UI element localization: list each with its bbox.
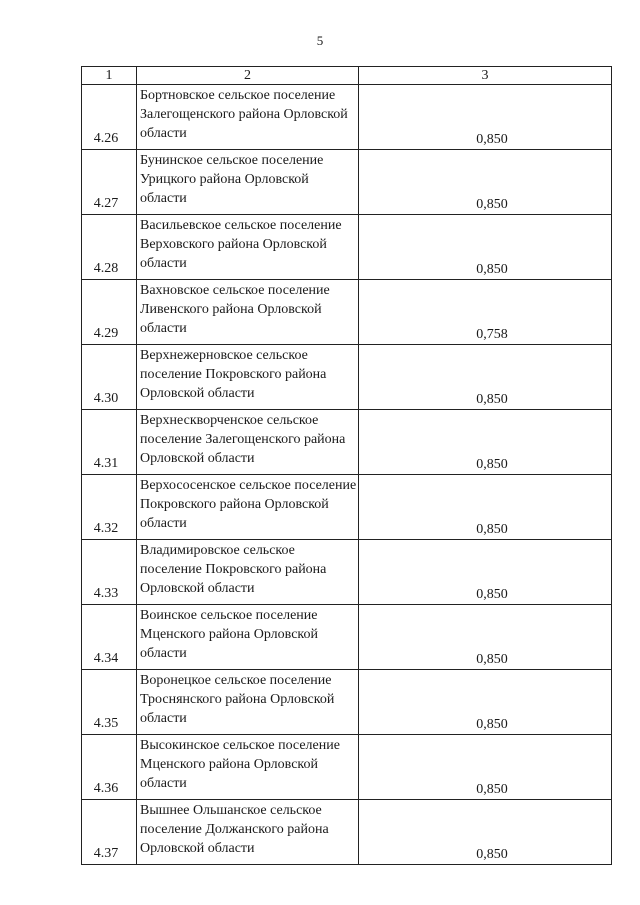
settlement-name: Бортновское сельское поселение Залегощенского района Орловской области [137,85,359,150]
table-row [82,410,612,475]
row-number: 4.35 [82,670,137,735]
row-number: 4.33 [82,540,137,605]
row-number: 4.37 [82,800,137,865]
row-number: 4.31 [82,410,137,475]
row-number: 4.26 [82,85,137,150]
settlement-name: Воинское сельское поселение Мценского района Орловской области [137,605,359,670]
coefficient-value: 0,850 [359,605,612,670]
coefficient-value: 0,850 [359,540,612,605]
page-number: 5 [316,33,324,48]
settlement-name: Верхнескворченское сельское поселение Залегощенского района Орловской области [137,410,359,475]
row-number: 4.36 [82,735,137,800]
coefficient-value: 0,850 [359,85,612,150]
coefficient-value: 0,850 [359,735,612,800]
coefficient-value: 0,850 [359,150,612,215]
coefficient-value: 0,850 [359,215,612,280]
row-number: 4.27 [82,150,137,215]
coefficient-value: 0,850 [359,410,612,475]
table-row [82,345,612,410]
row-number: 4.34 [82,605,137,670]
row-number: 4.28 [82,215,137,280]
column-header-2: 2 [137,67,359,85]
table-row [82,605,612,670]
data-table [81,66,612,865]
settlement-name: Высокинское сельское поселение Мценского района Орловской области [137,735,359,800]
settlement-name: Верхососенское сельское поселение Покровского района Орловской области [137,475,359,540]
table-row [82,540,612,605]
column-header-3: 3 [359,67,612,85]
settlement-name: Вахновское сельское поселение Ливенского района Орловской области [137,280,359,345]
table-header-row [82,67,612,85]
coefficient-value: 0,850 [359,475,612,540]
settlement-name: Бунинское сельское поселение Урицкого района Орловской области [137,150,359,215]
table-row [82,475,612,540]
table-row [82,800,612,865]
row-number: 4.30 [82,345,137,410]
row-number: 4.32 [82,475,137,540]
coefficient-value: 0,850 [359,670,612,735]
table-row [82,150,612,215]
coefficient-value: 0,850 [359,800,612,865]
row-number: 4.29 [82,280,137,345]
settlement-name: Воронецкое сельское поселение Троснянского района Орловской области [137,670,359,735]
table-row [82,215,612,280]
table-row [82,670,612,735]
coefficient-value: 0,850 [359,345,612,410]
settlement-name: Васильевское сельское поселение Верховского района Орловской области [137,215,359,280]
column-header-1: 1 [82,67,137,85]
settlement-name: Владимировское сельское поселение Покровского района Орловской области [137,540,359,605]
coefficient-value: 0,758 [359,280,612,345]
table-row [82,280,612,345]
table-row [82,85,612,150]
settlement-name: Верхнежерновское сельское поселение Покровского района Орловской области [137,345,359,410]
settlement-name: Вышнее Ольшанское сельское поселение Должанского района Орловской области [137,800,359,865]
table-row [82,735,612,800]
